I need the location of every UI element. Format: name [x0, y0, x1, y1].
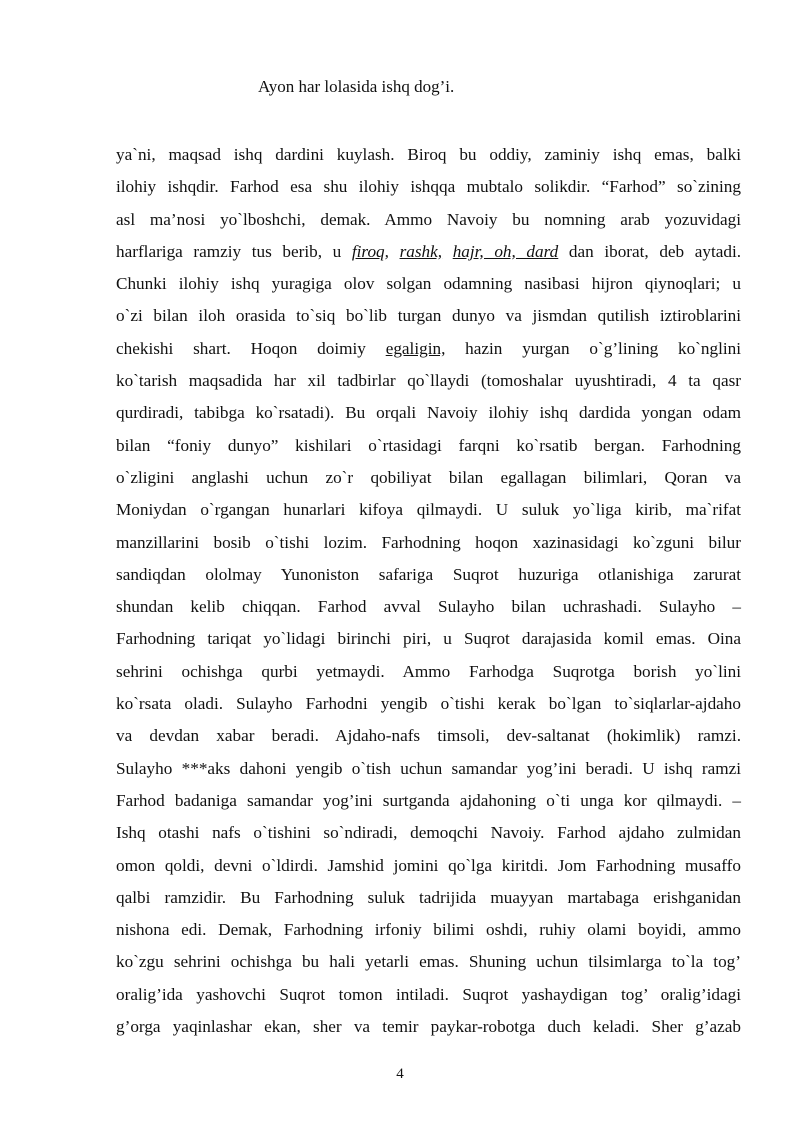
- text-run: Farhod badaniga samandar yog’ini surtganda ajdahoning o`ti unga kor qilmaydi. –: [116, 790, 741, 810]
- text-run: Chunki ilohiy ishq yuragiga olov solgan odamning nasibasi hijron qiynoqlari; u: [116, 274, 741, 294]
- text-line: [116, 171, 741, 203]
- text-run: [442, 242, 453, 261]
- text-run: qalbi ramzidir. Bu Farhodning suluk tadrijida muayyan martabaga erishganidan: [116, 887, 741, 907]
- text-run: g’orga yaqinlashar ekan, sher va temir paykar-robotga duch keladi. Sher g’azab: [116, 1017, 741, 1037]
- text-run: va devdan xabar beradi. Ajdaho-nafs timsoli, dev-saltanat (hokimlik) ramzi.: [116, 726, 741, 746]
- text-run: Farhodning tariqat yo`lidagi birinchi piri, u Suqrot darajasida komil emas. Oina: [116, 629, 741, 649]
- text-run: bilan “foniy dunyo” kishilari o`rtasidagi farqni ko`rsatib bergan. Farhodning: [116, 435, 741, 455]
- text-run: asl ma’nosi yo`lboshchi, demak. Ammo Navoiy bu nomning arab yozuvidagi: [116, 209, 741, 229]
- text-line: [116, 139, 741, 171]
- underlined-term: egaligin,: [385, 338, 446, 358]
- text-line: [116, 623, 741, 655]
- text-line: [116, 656, 741, 688]
- text-run: ko`tarish maqsadida har xil tadbirlar qo`llaydi (tomoshalar uyushtiradi, 4 ta qasr: [116, 371, 741, 391]
- text-line: [116, 914, 741, 946]
- text-run: sandiqdan ololmay Yunoniston safariga Suqrot huzuriga otlanishiga zarurat: [116, 564, 741, 584]
- text-run: nishona edi. Demak, Farhodning irfoniy bilimi oshdi, ruhiy olami boyidi, ammo: [116, 920, 741, 940]
- text-run: harflariga ramziy tus berib, u: [116, 241, 352, 261]
- text-line: [116, 688, 741, 720]
- text-line: [116, 462, 741, 494]
- text-line: [116, 300, 741, 332]
- text-run: dan iborat, deb aytadi.: [558, 241, 742, 261]
- text-run: ko`zgu sehrini ochishga bu hali yetarli emas. Shuning uchun tilsimlarga to`la tog’: [116, 952, 741, 972]
- text-run: ya`ni, maqsad ishq dardini kuylash. Biroq bu oddiy, zaminiy ishq emas, balki: [116, 145, 741, 164]
- text-line: [116, 333, 741, 365]
- text-run: sehrini ochishga qurbi yetmaydi. Ammo Farhodga Suqrotga borish yo`lini: [116, 661, 741, 681]
- text-run: chekishi shart. Hoqon doimiy: [116, 338, 386, 358]
- underlined-term: hajr, oh, dard: [452, 241, 559, 261]
- underlined-term: firoq,: [351, 241, 389, 261]
- text-run: Sulayho ***aks dahoni yengib o`tish uchun samandar yog’ini beradi. U ishq ramzi: [116, 758, 741, 778]
- text-line: [116, 979, 741, 1011]
- text-line: [116, 430, 741, 462]
- text-line: [116, 365, 741, 397]
- text-line: [116, 204, 741, 236]
- text-line: [116, 527, 741, 559]
- text-line: [116, 882, 741, 914]
- text-run: omon qoldi, devni o`ldirdi. Jamshid jomini qo`lga kiritdi. Jom Farhodning musaffo: [116, 855, 741, 875]
- text-line: [116, 850, 741, 882]
- text-run: oralig’ida yashovchi Suqrot tomon intiladi. Suqrot yashaydigan tog’ oralig’idagi: [116, 984, 741, 1004]
- text-run: qurdiradi, tabibga ko`rsatadi). Bu orqali Navoiy ilohiy ishq dardida yongan odam: [116, 403, 741, 423]
- epigraph: Ayon har lolasida ishq dog’i.: [258, 77, 455, 96]
- text-line: [116, 720, 741, 752]
- text-line: [116, 494, 741, 526]
- text-run: ko`rsata oladi. Sulayho Farhodni yengib o`tishi kerak bo`lgan to`siqlarlar-ajdaho: [116, 694, 741, 714]
- text-line: [116, 268, 741, 300]
- text-run: manzillarini bosib o`tishi lozim. Farhodning hoqon xazinasidagi ko`zguni bilur: [116, 532, 741, 552]
- text-line: [116, 753, 741, 785]
- text-run: hazin yurgan o`g’lining ko`nglini: [445, 338, 741, 358]
- text-line: [116, 559, 741, 591]
- body-text: [116, 139, 741, 1043]
- text-run: o`zi bilan iloh orasida to`siq bo`lib turgan dunyo va jismdan qutilish iztiroblarini: [116, 306, 741, 326]
- underlined-term: rashk,: [399, 241, 443, 261]
- text-run: [389, 242, 400, 261]
- text-run: shundan kelib chiqqan. Farhod avval Sulayho bilan uchrashadi. Sulayho –: [116, 597, 741, 617]
- text-run: ilohiy ishqdir. Farhod esa shu ilohiy ishqqa mubtalo solikdir. “Farhod” so`zining: [116, 177, 741, 197]
- text-line: [116, 785, 741, 817]
- page-number: 4: [396, 1066, 404, 1082]
- text-run: Moniydan o`rgangan hunarlari kifoya qilmaydi. U suluk yo`liga kirib, ma`rifat: [116, 500, 741, 520]
- text-run: o`zligini anglashi uchun zo`r qobiliyat bilan egallagan bilimlari, Qoran va: [116, 467, 741, 487]
- text-run: Ishq otashi nafs o`tishini so`ndiradi, demoqchi Navoiy. Farhod ajdaho zulmidan: [116, 823, 741, 843]
- text-line: [116, 236, 741, 268]
- text-line: [116, 1011, 741, 1043]
- text-line: [116, 946, 741, 978]
- text-line: [116, 397, 741, 429]
- text-line: [116, 817, 741, 849]
- text-line: [116, 591, 741, 623]
